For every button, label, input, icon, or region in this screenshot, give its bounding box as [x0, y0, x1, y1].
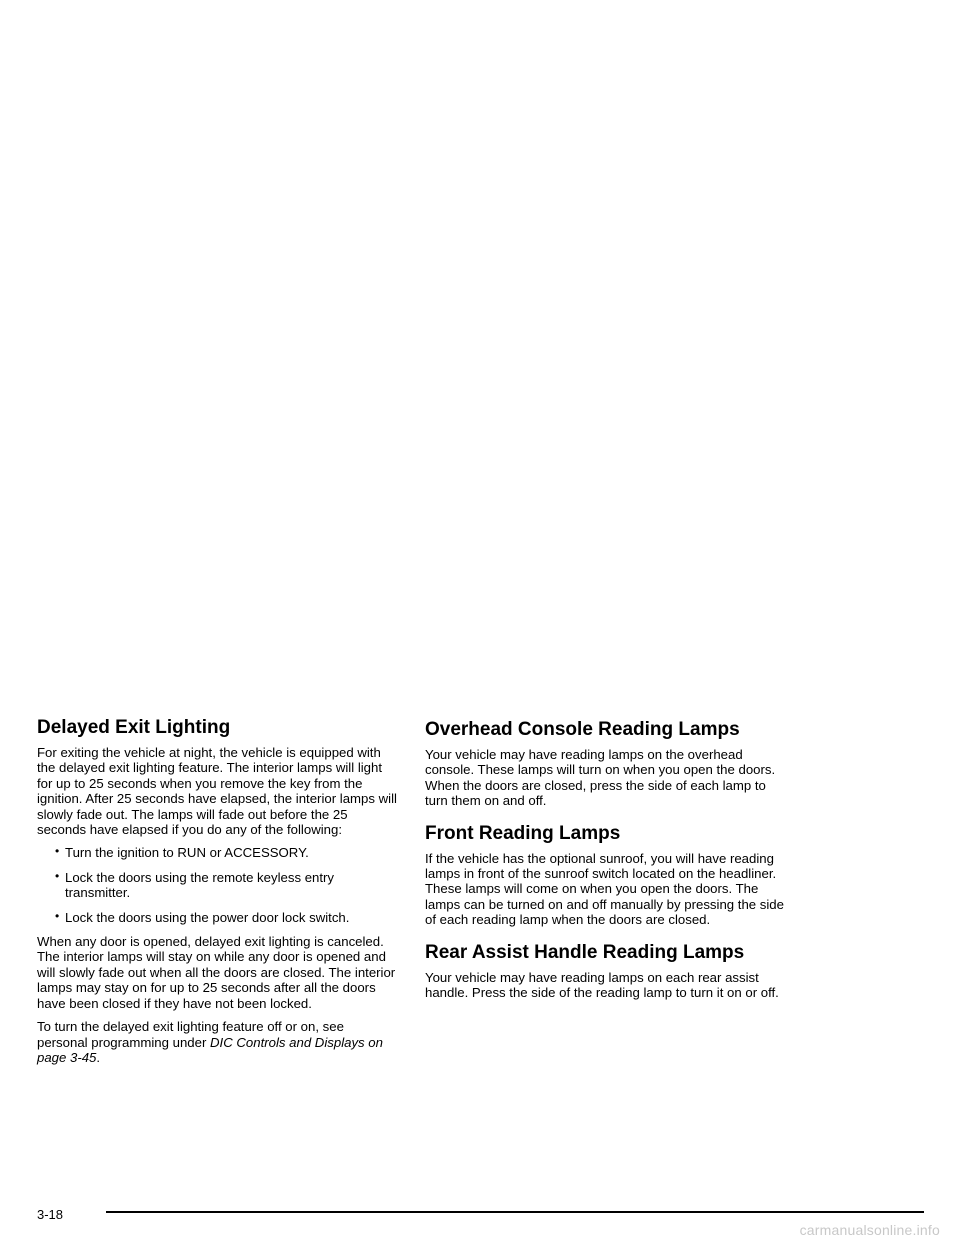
paragraph-programming-text: To turn the delayed exit lighting feature off or on, see personal programming under: [37, 1019, 344, 1050]
list-item: [55, 908, 397, 925]
right-column: [425, 717, 785, 1008]
paragraph-delayed-exit-intro: For exiting the vehicle at night, the vehicle is equipped with the delayed exit lighting feature. The interior lamps will light for up to 25 seconds when you remove the key from the ignition. After 25 seconds have elapsed, the interior lamps will slowly fade out. The lamps will fade out before the 25 seconds have elapsed if you do any of the following:: [37, 745, 397, 838]
paragraph-programming-end: .: [96, 1049, 101, 1065]
left-column: [37, 717, 397, 1073]
section-heading-rear-assist: Rear Assist Handle Reading Lamps: [425, 941, 745, 963]
paragraph-programming: [37, 1019, 397, 1065]
bullet-icon: •: [55, 844, 60, 859]
footer-rule: [106, 1211, 924, 1213]
list-item-text: Lock the doors using the remote keyless entry transmitter.: [65, 869, 335, 901]
bullet-icon: •: [55, 908, 60, 923]
list-item-text: Turn the ignition to RUN or ACCESSORY.: [65, 845, 309, 861]
list-item: [55, 868, 397, 901]
page-number: 3-18: [37, 1207, 64, 1222]
paragraph-front-reading: If the vehicle has the optional sunroof, you will have reading lamps in front of the sunroof switch located on the headliner. These lamps will come on when you open the doors. The lamps can be turned on and off manually by pressing the side of each reading lamp when the doors are closed.: [425, 850, 784, 928]
cross-reference-link[interactable]: DIC Controls and Displays on page 3-45: [37, 1034, 383, 1065]
list-item-text: Lock the doors using the power door lock switch.: [65, 909, 350, 925]
paragraph-door-opened: When any door is opened, delayed exit lighting is canceled. The interior lamps will stay on while any door is opened and will slowly fade out when all the doors are closed. The interior lamps may stay on for up to 25 seconds after all the doors have been closed if they have not been locked.: [37, 934, 396, 1011]
watermark: carmanualsonline.info: [799, 1222, 940, 1238]
section-heading-front-reading: Front Reading Lamps: [425, 822, 621, 844]
bullet-list: [37, 845, 397, 925]
paragraph-rear-assist: Your vehicle may have reading lamps on each rear assist handle. Press the side of the reading lamp to turn it on or off.: [425, 969, 779, 1001]
list-item: [55, 844, 397, 861]
bullet-icon: •: [55, 868, 60, 883]
paragraph-overhead-console: Your vehicle may have reading lamps on the overhead console. These lamps will turn on when you open the doors. When the doors are closed, press the side of each lamp to turn them on and off.: [425, 747, 776, 809]
section-heading-overhead-console: Overhead Console Reading Lamps: [425, 719, 740, 740]
section-heading-delayed-exit-lighting: Delayed Exit Lighting: [37, 717, 231, 738]
